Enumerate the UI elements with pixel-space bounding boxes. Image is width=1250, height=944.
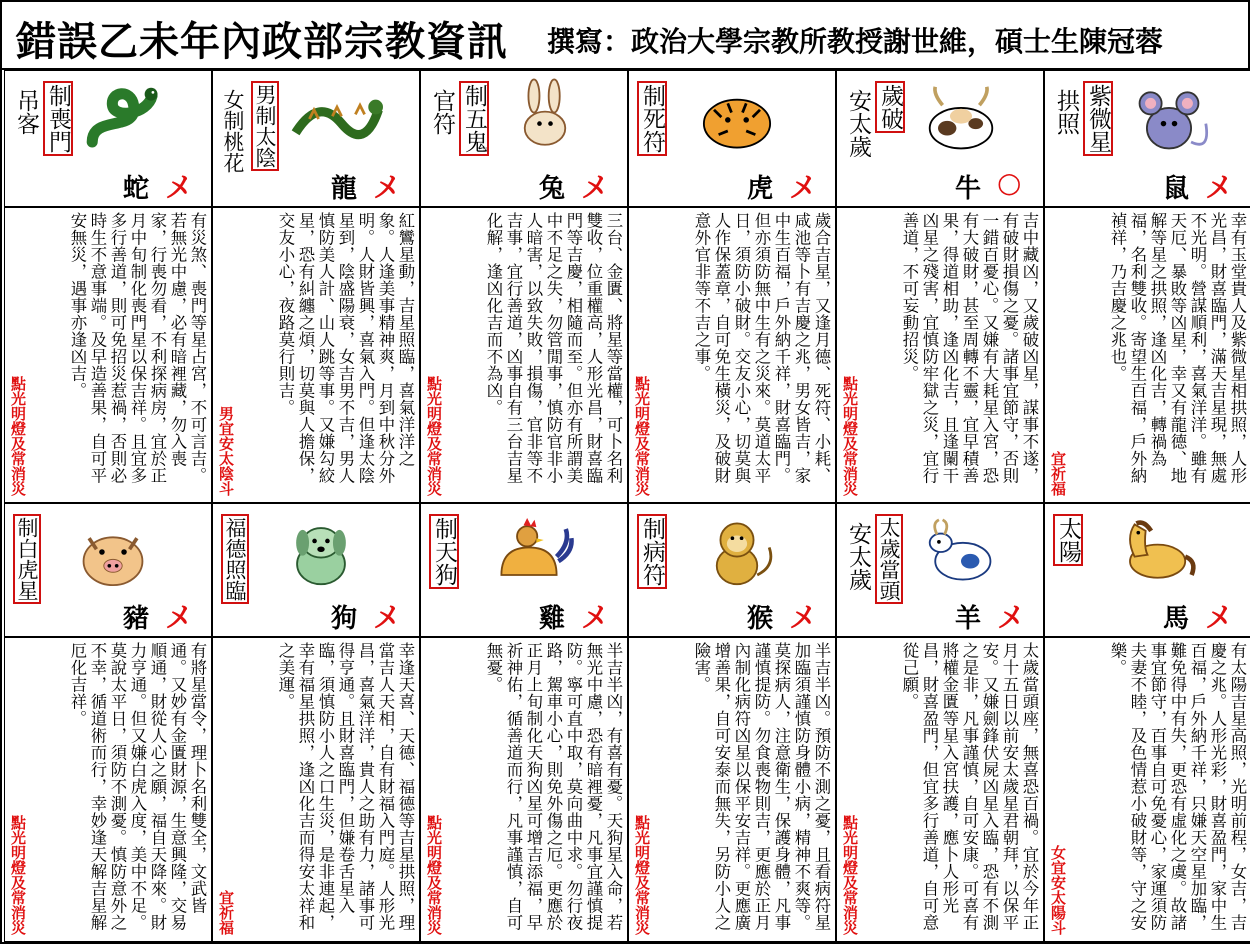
panel-label: 安太歲 xyxy=(845,89,871,158)
panel-label: 男制太陰 xyxy=(251,81,279,171)
bad-mark-icon: メ xyxy=(165,171,194,204)
panel-label: 女制桃花 xyxy=(221,89,245,173)
advice-note: 點光明燈及常消災 xyxy=(841,815,859,935)
fortune-text: 有將星當令，理卜名利雙全，文武皆通。又妙有金匱財源，生意興隆，交易順通，財從人心之願，福自天降來。財力亨通。但又嫌白虎入度，美中不足。莫說太平日，須防不測憂。慎防意外之不幸，循道術而行，幸妙逢天解吉星解厄化吉祥。 xyxy=(68,642,207,931)
zodiac-panel-monkey xyxy=(628,503,836,637)
bad-mark-icon: メ xyxy=(373,601,402,634)
advice-note: 男宜安太陰斗 xyxy=(217,406,235,496)
fortune-text-panel xyxy=(4,637,212,942)
zodiac-panel-pig xyxy=(4,503,212,637)
panel-label: 歲破 xyxy=(875,81,905,133)
fortune-text: 有災煞、喪門等星占宮，不可言吉。若無光中慮，必有暗裡藏，勿入喪家，行喪勿看，不利探病房，宜於正月中旬制化喪門星以保吉祥。且宜多多行善道，則可免招災惹禍，否則必時生不意事端。及早造善果，自可平安無災，遇事亦逢凶吉。 xyxy=(68,212,207,484)
zodiac-panel-rooster xyxy=(420,503,628,637)
fortune-text-panel xyxy=(628,207,836,503)
fortune-text-panel xyxy=(4,207,212,503)
fortune-text-panel xyxy=(212,637,420,942)
animal-name: 豬 xyxy=(123,604,150,634)
fortune-text-panel xyxy=(836,207,1044,503)
bad-mark-icon: メ xyxy=(373,171,402,204)
bad-mark-icon: メ xyxy=(1205,171,1234,204)
panel-label: 福德照臨 xyxy=(221,514,249,604)
dragon-icon xyxy=(291,77,383,161)
animal-name: 龍 xyxy=(331,174,358,204)
bad-mark-icon: メ xyxy=(789,171,818,204)
panel-label: 太陽 xyxy=(1053,514,1083,566)
fortune-text-panel xyxy=(212,207,420,503)
fortune-text: 半吉半凶。預防不測之憂，且看病符星加臨須謹慎防身體小病，精神不爽等。莫探病人，注意衛生，保護身體，凡事謹慎提防。勿食喪物則吉，更應於正月內制化病符凶星以保平安吉祥。更應廣增善果，自可安泰而無失，另防小人之險害。 xyxy=(692,642,831,931)
animal-name: 蛇 xyxy=(123,174,150,204)
panel-label: 官符 xyxy=(429,89,455,135)
animal-name: 虎 xyxy=(747,174,774,204)
fortune-text: 紅鸞星動，吉星照臨，喜氣洋洋之象。人逢美事精神爽，月到中秋分外明。人財皆興，喜氣入門。但逢太陰星到，陰盛陽衰，女吉男不吉，男人慎防美人計、山人跳等事。又嫌勾絞星，恐有糾纏之煩，切莫與人擔保，交友小心，夜路莫行則吉。 xyxy=(276,212,415,484)
fortune-text: 三台、金匱、將星等當權，可卜名利雙收，位重權高，人形光昌，財喜臨門等吉慶，相隨而至。但亦有所謂美中不足之失，勿管閒事，慎防官非小人暗害，以致失敗，損傷，官非等不吉事，宜行善道，凶事自有三台吉星化解，逢凶化吉而不為凶。 xyxy=(484,212,623,484)
advice-note: 點光明燈及常消災 xyxy=(633,376,651,496)
page-title: 錯誤乙未年內政部宗教資訊 xyxy=(16,18,508,65)
panel-label: 制天狗 xyxy=(429,514,459,589)
panel-label: 太歲當頭 xyxy=(875,514,903,604)
zodiac-panel-horse xyxy=(1044,503,1250,637)
animal-name: 狗 xyxy=(331,604,358,634)
fortune-text: 幸有玉堂貴人及紫微星相拱照，人形光昌，財喜臨門，滿天吉星現，無處不光明。營謀順利，喜氣洋洋。雖有天厄、暴敗等凶星，幸又有龍德、地解等星之拱照，逢凶化吉，轉禍為福，名利雙收。寄望生百福，戶外納禎祥，乃吉慶之兆也。 xyxy=(1108,212,1247,484)
goat-icon xyxy=(915,510,1007,594)
snake-icon xyxy=(83,77,175,161)
zodiac-grid xyxy=(0,70,1250,944)
panel-label: 制死符 xyxy=(637,81,667,156)
dog-icon xyxy=(275,510,367,594)
animal-name: 猴 xyxy=(747,604,774,634)
tiger-icon xyxy=(691,77,783,161)
rooster-icon xyxy=(483,510,575,594)
advice-note: 點光明燈及常消災 xyxy=(9,815,27,935)
fortune-text-panel xyxy=(836,637,1044,942)
panel-label: 制病符 xyxy=(637,514,667,589)
panel-label: 吊客 xyxy=(13,89,39,135)
monkey-icon xyxy=(691,510,783,594)
fortune-text-panel xyxy=(420,207,628,503)
animal-name: 羊 xyxy=(955,604,982,634)
advice-note: 點光明燈及常消災 xyxy=(633,815,651,935)
fortune-text: 歲合吉星，又逢月德、死符、小耗、咸池等卜有吉慶之兆，男女皆吉，家中生百福，戶外納千祥，財喜臨門。但亦須防無中生有之災來。莫道太平日，須防小破財。交友小心，切莫與人作保蓋章，自可免生橫災，及破財意外官非等不吉之事。 xyxy=(692,212,831,484)
animal-name: 兔 xyxy=(539,174,566,204)
pig-icon xyxy=(67,510,159,594)
panel-label: 制五鬼 xyxy=(459,81,489,156)
fortune-text-panel xyxy=(1044,207,1250,503)
animal-name: 牛 xyxy=(955,174,982,204)
author-line: 撰寫：政治大學宗教所教授謝世維，碩士生陳冠蓉 xyxy=(547,25,1164,58)
fortune-text: 有太陽吉星高照，光明前程，女吉，吉慶之兆。人形光彩，財喜盈門，家中生百福，戶外納千祥，只嫌天空星加臨，難免得中有失，更恐有虛化之虞。故諸事宜節守，百事自可免憂心，家運須防夫妻不睦，及色情惹小破財等，守之安樂。 xyxy=(1108,642,1247,931)
advice-note: 點光明燈及常消災 xyxy=(841,376,859,496)
zodiac-panel-tiger xyxy=(628,70,836,207)
bad-mark-icon: メ xyxy=(1205,601,1234,634)
animal-name: 雞 xyxy=(539,604,566,634)
fortune-text-panel xyxy=(420,637,628,942)
bad-mark-icon: メ xyxy=(789,601,818,634)
advice-note: 宜祈福 xyxy=(1049,451,1067,496)
bad-mark-icon: メ xyxy=(581,171,610,204)
animal-name: 馬 xyxy=(1163,604,1190,634)
fortune-text: 吉中藏凶，又歲破凶星，謀事不遂，有破財損傷之憂。諸事宜節守，否則一錯百憂心。又嫌有大耗星入宮，恐有大破財，甚至周轉不靈，宜早積善果，得道相助，逢凶化吉，且逢闌干凶星之殘害，宜慎防牢獄之災，宜行善道，不可妄動招災。 xyxy=(900,212,1039,484)
bad-mark-icon: メ xyxy=(165,601,194,634)
page-header xyxy=(0,0,1250,70)
advice-note: 宜祈福 xyxy=(217,890,235,935)
panel-label: 紫微星 xyxy=(1083,81,1113,156)
zodiac-panel-dragon xyxy=(212,70,420,207)
rat-icon xyxy=(1123,77,1215,161)
zodiac-panel-dog xyxy=(212,503,420,637)
advice-note: 女宜安太陽斗 xyxy=(1049,845,1067,935)
fortune-text-panel xyxy=(628,637,836,942)
zodiac-panel-rat xyxy=(1044,70,1250,207)
panel-label: 拱照 xyxy=(1053,89,1079,135)
zodiac-panel-snake xyxy=(4,70,212,207)
ox-icon xyxy=(915,77,1007,161)
fortune-text-panel xyxy=(1044,637,1250,942)
horse-icon xyxy=(1107,510,1199,594)
zodiac-panel-ox xyxy=(836,70,1044,207)
panel-label: 制喪門 xyxy=(43,81,73,156)
zodiac-panel-rabbit xyxy=(420,70,628,207)
good-mark-icon: ○ xyxy=(997,166,1022,199)
fortune-text: 幸逢天喜、天德、福德等吉星拱照，理當吉人天相，自有財福入門庭。人形光昌，喜氣洋洋，貴人之助有力，諸事可得亨通。且財喜臨門，但嫌卷舌星入臨，須慎防小人之口生災，是非連起，幸有福星拱照，逢凶化吉而得安太祥和之美運。 xyxy=(276,642,415,931)
fortune-text: 半吉半凶，有喜有憂。天狗星入命，若無光中慮，恐有暗裡憂，凡事宜謹慎提防。寧可直中取，莫向曲中求。勿行夜路，駕車小心，則免外傷之厄。更應於正月上旬制化天狗凶星可增吉添福，早祈神佑，循善道而行，凡事謹慎，自可無憂。 xyxy=(484,642,623,931)
advice-note: 點光明燈及常消災 xyxy=(9,376,27,496)
advice-note: 點光明燈及常消災 xyxy=(425,815,443,935)
advice-note: 點光明燈及常消災 xyxy=(425,376,443,496)
zodiac-panel-goat xyxy=(836,503,1044,637)
panel-label: 安太歲 xyxy=(845,522,871,591)
bad-mark-icon: メ xyxy=(997,601,1026,634)
panel-label: 制白虎星 xyxy=(13,514,41,604)
fortune-text: 太歲當頭座，無喜恐百禍。宜於今年正月十五日以前安太歲星君朝拜，以保平安。又嫌劍鋒伏屍凶星入臨，恐有不測之是非，凡事謹慎，自可安康。可喜有將權金匱等星入宮扶護，應卜人形光昌，財喜盈門，但宜多行善道，自可意從己願。 xyxy=(900,642,1039,931)
animal-name: 鼠 xyxy=(1163,174,1190,204)
rabbit-icon xyxy=(499,77,591,161)
bad-mark-icon: メ xyxy=(581,601,610,634)
